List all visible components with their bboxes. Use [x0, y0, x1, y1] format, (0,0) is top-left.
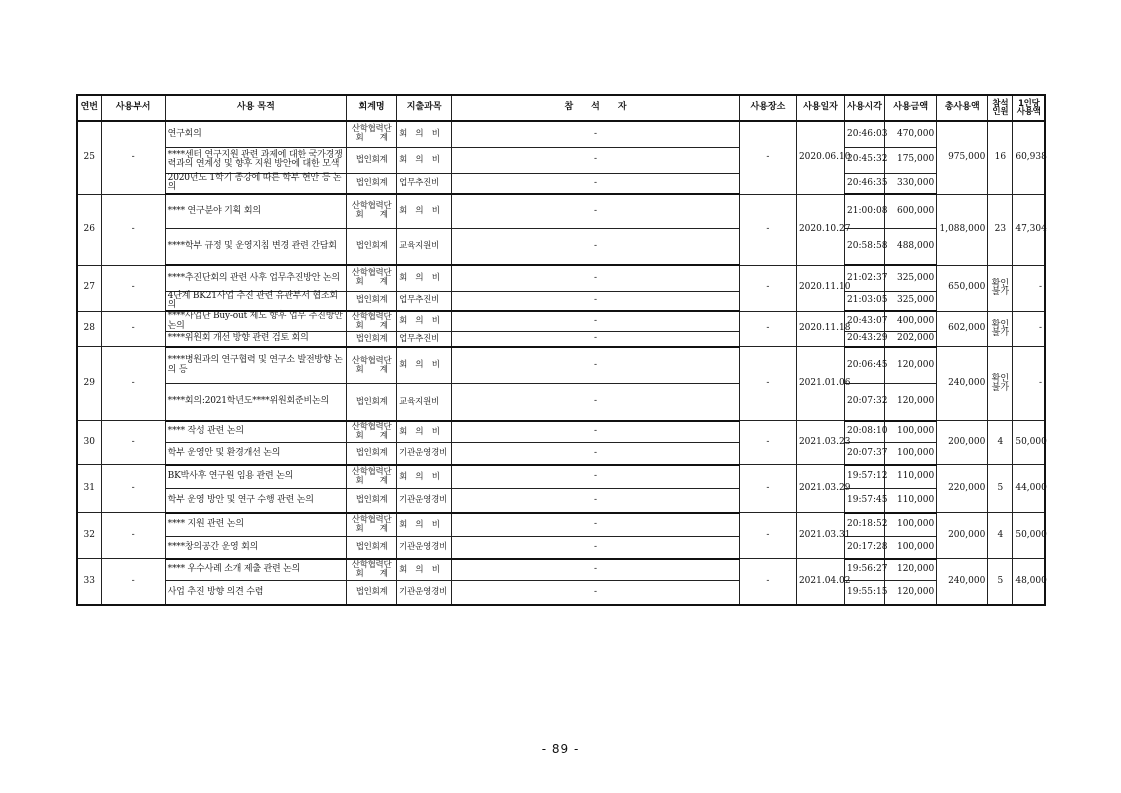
row-amount: 488,000 — [885, 228, 937, 265]
row-per-person: 50,000 — [1013, 513, 1045, 559]
row-expense-category: 회 의 비 — [397, 513, 452, 537]
row-purpose: ****병원과의 연구협력 및 연구소 발전방향 논의 등 — [165, 347, 346, 384]
ledger-body — [77, 121, 1045, 605]
row-people: 확인불가 — [988, 311, 1013, 346]
row-amount: 470,000 — [885, 121, 937, 147]
header-amount: 사용금액 — [885, 95, 937, 121]
row-date: 2020.11.10 — [796, 265, 844, 311]
row-account: 산학협력단 회 계 — [347, 121, 397, 147]
row-amount: 100,000 — [885, 537, 937, 559]
row-expense-category: 회 의 비 — [397, 194, 452, 228]
row-number: 29 — [77, 347, 101, 421]
row-expense-category: 업무추진비 — [397, 291, 452, 311]
row-attendees: - — [452, 265, 740, 291]
row-place: - — [739, 265, 796, 311]
row-place: - — [739, 513, 796, 559]
row-amount: 100,000 — [885, 421, 937, 443]
row-account: 법인회계 — [347, 291, 397, 311]
row-account: 법인회계 — [347, 443, 397, 465]
row-expense-category: 회 의 비 — [397, 265, 452, 291]
table-row — [77, 347, 1045, 384]
table-row — [77, 291, 1045, 311]
row-number: 28 — [77, 311, 101, 346]
row-purpose: 4단계 BK21사업 추진 관련 유관부서 협조회의 — [165, 291, 346, 311]
row-amount: 175,000 — [885, 147, 937, 173]
row-purpose: 학부 운영 방안 및 연구 수행 관련 논의 — [165, 489, 346, 513]
row-account: 법인회계 — [347, 332, 397, 347]
row-time: 20:08:10 — [845, 421, 885, 443]
row-department: - — [101, 194, 165, 265]
row-number: 26 — [77, 194, 101, 265]
row-total: 240,000 — [937, 347, 988, 421]
row-attendees: - — [452, 311, 740, 331]
header-per-person: 1인당사용액 — [1013, 95, 1045, 121]
row-account: 법인회계 — [347, 147, 397, 173]
row-people: 확인불가 — [988, 265, 1013, 311]
row-department: - — [101, 265, 165, 311]
row-account: 법인회계 — [347, 489, 397, 513]
row-date: 2021.03.31 — [796, 513, 844, 559]
row-per-person: 44,000 — [1013, 465, 1045, 513]
row-place: - — [739, 421, 796, 465]
row-attendees: - — [452, 194, 740, 228]
row-expense-category: 기관운영경비 — [397, 489, 452, 513]
row-number: 27 — [77, 265, 101, 311]
table-row — [77, 384, 1045, 421]
header-purpose: 사용 목적 — [165, 95, 346, 121]
header-account: 회계명 — [347, 95, 397, 121]
row-amount: 120,000 — [885, 347, 937, 384]
row-amount: 600,000 — [885, 194, 937, 228]
row-purpose: ****위원회 개선 방향 관련 검토 회의 — [165, 332, 346, 347]
row-total: 200,000 — [937, 421, 988, 465]
header-attendees: 참 석 자 — [452, 95, 740, 121]
row-purpose: ****창의공간 운영 회의 — [165, 537, 346, 559]
row-time: 19:55:15 — [845, 581, 885, 605]
row-amount: 100,000 — [885, 513, 937, 537]
row-time: 21:03:05 — [845, 291, 885, 311]
row-account: 산학협력단 회 계 — [347, 194, 397, 228]
row-purpose: ****회의:2021학년도****위원회준비논의 — [165, 384, 346, 421]
row-time: 20:07:37 — [845, 443, 885, 465]
row-expense-category: 업무추진비 — [397, 332, 452, 347]
row-account: 법인회계 — [347, 581, 397, 605]
table-row — [77, 537, 1045, 559]
row-date: 2020.10.27 — [796, 194, 844, 265]
row-attendees: - — [452, 347, 740, 384]
header-row — [77, 95, 1045, 121]
table-row — [77, 421, 1045, 443]
row-purpose: **** 지원 관련 논의 — [165, 513, 346, 537]
row-attendees: - — [452, 581, 740, 605]
header-people: 참석인원 — [988, 95, 1013, 121]
row-expense-category: 회 의 비 — [397, 421, 452, 443]
table-row — [77, 194, 1045, 228]
row-expense-category: 회 의 비 — [397, 121, 452, 147]
row-number: 30 — [77, 421, 101, 465]
row-attendees: - — [452, 332, 740, 347]
row-purpose: ****추진단회의 관련 사후 업무추진방안 논의 — [165, 265, 346, 291]
row-total: 240,000 — [937, 559, 988, 605]
row-number: 31 — [77, 465, 101, 513]
row-purpose: **** 작성 관련 논의 — [165, 421, 346, 443]
row-date: 2021.03.29 — [796, 465, 844, 513]
row-department: - — [101, 465, 165, 513]
table-row — [77, 147, 1045, 173]
row-time: 20:58:58 — [845, 228, 885, 265]
row-expense-category: 회 의 비 — [397, 311, 452, 331]
row-expense-category: 교육지원비 — [397, 228, 452, 265]
row-attendees: - — [452, 513, 740, 537]
row-amount: 110,000 — [885, 465, 937, 489]
row-amount: 325,000 — [885, 265, 937, 291]
header-total: 총사용액 — [937, 95, 988, 121]
header-date: 사용일자 — [796, 95, 844, 121]
row-expense-category: 기관운영경비 — [397, 537, 452, 559]
table-row — [77, 173, 1045, 194]
row-time: 20:46:03 — [845, 121, 885, 147]
row-account: 산학협력단 회 계 — [347, 311, 397, 331]
row-expense-category: 업무추진비 — [397, 173, 452, 194]
row-time: 19:57:12 — [845, 465, 885, 489]
row-department: - — [101, 347, 165, 421]
row-purpose: 사업 추진 방향 의견 수렴 — [165, 581, 346, 605]
row-attendees: - — [452, 537, 740, 559]
row-time: 20:43:07 — [845, 311, 885, 331]
row-total: 1,088,000 — [937, 194, 988, 265]
row-account: 법인회계 — [347, 384, 397, 421]
row-amount: 202,000 — [885, 332, 937, 347]
row-expense-category: 기관운영경비 — [397, 443, 452, 465]
row-time: 20:18:52 — [845, 513, 885, 537]
row-expense-category: 회 의 비 — [397, 147, 452, 173]
row-account: 법인회계 — [347, 228, 397, 265]
row-time: 21:00:08 — [845, 194, 885, 228]
row-time: 21:02:37 — [845, 265, 885, 291]
row-per-person: 50,000 — [1013, 421, 1045, 465]
row-time: 19:57:45 — [845, 489, 885, 513]
table-row — [77, 332, 1045, 347]
row-per-person: - — [1013, 265, 1045, 311]
row-department: - — [101, 121, 165, 194]
row-attendees: - — [452, 384, 740, 421]
row-expense-category: 회 의 비 — [397, 465, 452, 489]
row-account: 법인회계 — [347, 173, 397, 194]
row-attendees: - — [452, 147, 740, 173]
header-place: 사용장소 — [739, 95, 796, 121]
row-purpose: **** 연구분야 기획 회의 — [165, 194, 346, 228]
header-time: 사용시각 — [845, 95, 885, 121]
row-place: - — [739, 121, 796, 194]
row-amount: 330,000 — [885, 173, 937, 194]
row-amount: 400,000 — [885, 311, 937, 331]
row-date: 2020.06.10 — [796, 121, 844, 194]
row-total: 220,000 — [937, 465, 988, 513]
row-per-person: - — [1013, 347, 1045, 421]
row-per-person: - — [1013, 311, 1045, 346]
header-dept: 사용부서 — [101, 95, 165, 121]
row-account: 산학협력단 회 계 — [347, 347, 397, 384]
row-total: 200,000 — [937, 513, 988, 559]
row-attendees: - — [452, 173, 740, 194]
row-department: - — [101, 421, 165, 465]
row-attendees: - — [452, 465, 740, 489]
row-purpose: ****학부 규정 및 운영지침 변경 관련 간담회 — [165, 228, 346, 265]
row-account: 산학협력단 회 계 — [347, 513, 397, 537]
row-amount: 325,000 — [885, 291, 937, 311]
row-time: 19:56:27 — [845, 559, 885, 581]
row-number: 33 — [77, 559, 101, 605]
row-time: 20:17:28 — [845, 537, 885, 559]
row-date: 2021.04.02 — [796, 559, 844, 605]
row-per-person: 60,938 — [1013, 121, 1045, 194]
table-row — [77, 513, 1045, 537]
row-number: 25 — [77, 121, 101, 194]
header-expense: 지출과목 — [397, 95, 452, 121]
row-place: - — [739, 194, 796, 265]
row-expense-category: 회 의 비 — [397, 559, 452, 581]
header-no: 연번 — [77, 95, 101, 121]
row-people: 확인불가 — [988, 347, 1013, 421]
row-amount: 100,000 — [885, 443, 937, 465]
row-attendees: - — [452, 228, 740, 265]
table-row — [77, 465, 1045, 489]
row-account: 산학협력단 회 계 — [347, 559, 397, 581]
row-expense-category: 기관운영경비 — [397, 581, 452, 605]
row-department: - — [101, 311, 165, 346]
row-total: 650,000 — [937, 265, 988, 311]
row-attendees: - — [452, 121, 740, 147]
row-amount: 120,000 — [885, 384, 937, 421]
row-people: 16 — [988, 121, 1013, 194]
expense-ledger-table — [76, 94, 1046, 606]
row-purpose: 2020년도 1학기 종강에 따른 학부 현안 등 논의 — [165, 173, 346, 194]
table-row — [77, 121, 1045, 147]
row-people: 23 — [988, 194, 1013, 265]
row-total: 602,000 — [937, 311, 988, 346]
row-department: - — [101, 513, 165, 559]
row-people: 5 — [988, 465, 1013, 513]
row-time: 20:43:29 — [845, 332, 885, 347]
table-row — [77, 265, 1045, 291]
row-purpose: 학부 운영안 및 환경개선 논의 — [165, 443, 346, 465]
table-row — [77, 228, 1045, 265]
row-expense-category: 회 의 비 — [397, 347, 452, 384]
row-purpose: 연구회의 — [165, 121, 346, 147]
row-department: - — [101, 559, 165, 605]
row-date: 2021.03.23 — [796, 421, 844, 465]
row-people: 5 — [988, 559, 1013, 605]
row-date: 2020.11.18 — [796, 311, 844, 346]
row-account: 법인회계 — [347, 537, 397, 559]
row-place: - — [739, 347, 796, 421]
row-account: 산학협력단 회 계 — [347, 465, 397, 489]
row-date: 2021.01.06 — [796, 347, 844, 421]
row-attendees: - — [452, 421, 740, 443]
row-account: 산학협력단 회 계 — [347, 421, 397, 443]
row-number: 32 — [77, 513, 101, 559]
row-purpose: BK박사후 연구원 임용 관련 논의 — [165, 465, 346, 489]
row-people: 4 — [988, 513, 1013, 559]
table-row — [77, 443, 1045, 465]
row-attendees: - — [452, 443, 740, 465]
row-account: 산학협력단 회 계 — [347, 265, 397, 291]
row-attendees: - — [452, 559, 740, 581]
row-purpose: ****센터 연구지원 관련 과제에 대한 국가경쟁력과의 연계성 및 향후 지원 방안에 대한 모색 — [165, 147, 346, 173]
row-per-person: 47,304 — [1013, 194, 1045, 265]
row-purpose: **** 우수사례 소개 제출 관련 논의 — [165, 559, 346, 581]
row-place: - — [739, 311, 796, 346]
row-attendees: - — [452, 291, 740, 311]
table-row — [77, 311, 1045, 331]
row-amount: 110,000 — [885, 489, 937, 513]
row-place: - — [739, 559, 796, 605]
row-place: - — [739, 465, 796, 513]
row-attendees: - — [452, 489, 740, 513]
row-amount: 120,000 — [885, 581, 937, 605]
table-row — [77, 559, 1045, 581]
row-amount: 120,000 — [885, 559, 937, 581]
row-expense-category: 교육지원비 — [397, 384, 452, 421]
table-row — [77, 581, 1045, 605]
page-number: - 89 - — [541, 742, 580, 756]
row-people: 4 — [988, 421, 1013, 465]
row-per-person: 48,000 — [1013, 559, 1045, 605]
row-total: 975,000 — [937, 121, 988, 194]
row-time: 20:06:45 — [845, 347, 885, 384]
row-time: 20:46:35 — [845, 173, 885, 194]
row-time: 20:07:32 — [845, 384, 885, 421]
table-row — [77, 489, 1045, 513]
row-time: 20:45:32 — [845, 147, 885, 173]
row-purpose: ****사업단 Buy-out 제도 향후 업무 추진방안 논의 — [165, 311, 346, 331]
